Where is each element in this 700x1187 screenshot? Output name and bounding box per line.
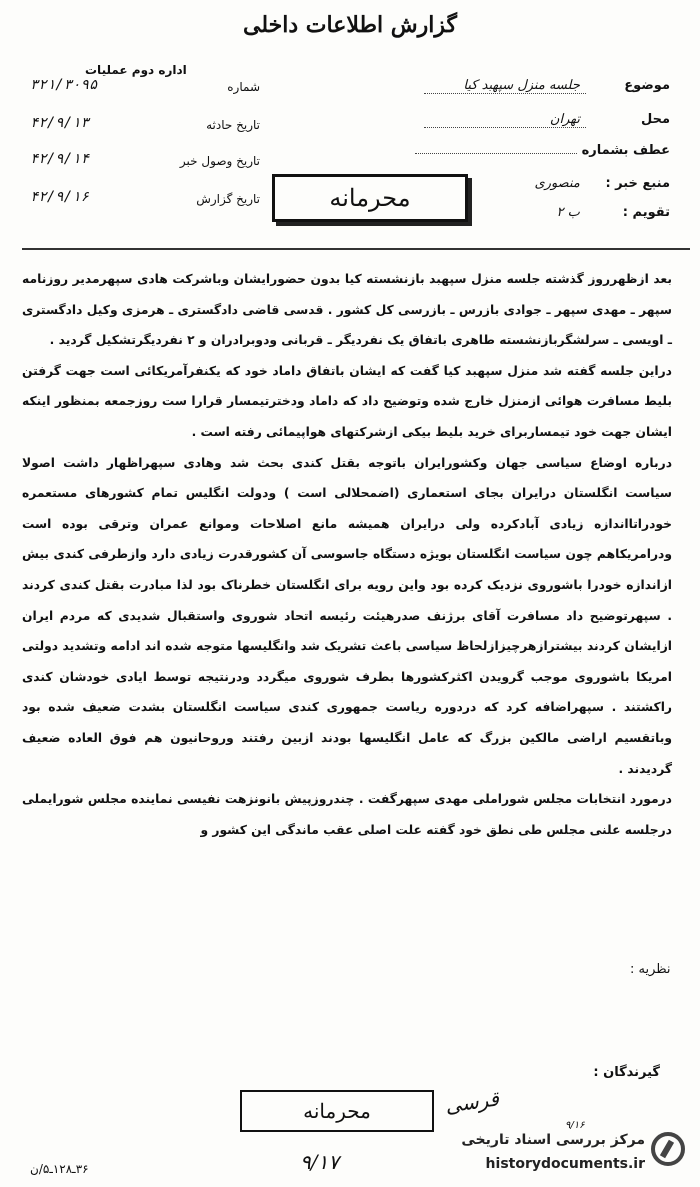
receipt-date-value: ۴۲/۹/۱۴	[30, 151, 90, 167]
source-label: منبع خبر :	[605, 176, 670, 191]
incident-date-value: ۴۲/۹/۱۳	[30, 115, 90, 131]
confidential-stamp: محرمانه	[272, 174, 468, 222]
watermark-text-fa: مرکز بررسی اسناد تاریخی	[461, 1132, 645, 1148]
confidential-stamp-footer: محرمانه	[240, 1090, 434, 1132]
body-paragraph: درمورد انتخابات مجلس شوراملی مهدی سپهرگفت . چندروزپیش بانونزهت نفیسی نماینده مجلس شورایملی درجلسه علنی مجلس طی نطق خود گفته علت اصلی عقب ماندگی این کشور و	[22, 792, 672, 837]
handwritten-signature: قرسی	[443, 1086, 501, 1118]
header-divider	[22, 248, 690, 250]
receipt-date-row	[30, 151, 260, 176]
signature-date: ۹/۱۶	[565, 1120, 585, 1131]
eval-value: ب ۲	[556, 205, 580, 220]
meta-ref-row	[415, 143, 670, 158]
subject-value: جلسه منزل سپهبد کیا	[424, 78, 586, 94]
ref-value	[415, 153, 577, 154]
number-label: شماره	[227, 80, 260, 94]
handwritten-date: ۹/۱۷	[300, 1150, 339, 1174]
ref-label: عطف بشماره	[581, 143, 670, 158]
eval-label: تقویم :	[622, 205, 670, 220]
report-date-value: ۴۲/۹/۱۶	[30, 189, 90, 205]
incident-date-row	[30, 115, 260, 140]
meta-subject-row	[424, 78, 670, 94]
document-code: ۳۶ـ۱۲۸ـ۵/ن	[30, 1162, 89, 1176]
incident-date-label: تاریخ حادثه	[206, 118, 260, 132]
report-date-row	[30, 189, 260, 214]
body-paragraph: دراین جلسه گفته شد منزل سپهبد کیا گفت که ایشان باتفاق داماد خود که یکنفرآمریکائی است جهت گرفتن بلیط مسافرت هوائی ازمنزل خارج شده وتوضیح داد که داماد ودخترتیمسار قرارا ست روزجمعه بمنظور اینکه ایشان جهت خود تیمساربرای خرید بلیط بیکی ازشرکتهای هواپیمائی رفته است .	[22, 363, 672, 439]
report-title: گزارش اطلاعات داخلی	[243, 12, 457, 38]
recipients-label: گیرندگان :	[593, 1065, 660, 1080]
place-value: تهران	[424, 112, 586, 128]
source-value: منصوری	[534, 176, 580, 191]
watermark-text-en: historydocuments.ir	[485, 1156, 645, 1172]
opinion-label: نظریه :	[630, 962, 671, 977]
number-value: ۳۲۱/۳۰۹۵	[30, 77, 98, 93]
meta-place-row	[424, 112, 670, 128]
archive-watermark	[415, 1128, 685, 1180]
report-body	[22, 264, 672, 845]
body-paragraph: بعد ازظهرروز گذشته جلسه منزل سپهبد بازنشسته کیا بدون حضورایشان وباشرکت هادی سپهرمدیر روزنامه سپهر ـ مهدی سپهر ـ جوادی بازرس ـ بازرسی کل کشور . قدسی قاضی دادگستری ـ هرمزی وکیل دادگستری ـ اویسی ـ سرلشگربازنشسته طاهری باتفاق یک نفردیگر ـ قربانی ودوبرادران و ۲ نفردیگرتشکیل گردید .	[22, 272, 672, 348]
receipt-date-label: تاریخ وصول خبر	[179, 154, 260, 168]
body-paragraph: درباره اوضاع سیاسی جهان وکشورایران باتوجه بقتل کندی بحث شد وهادی سپهراظهار داشت اصولا سیاست انگلستان درایران بجای استعماری (اضمحلالی است ) ودولت انگلیس تمام کشورهای مستعمره خودراتااندازه زیادی آبادکرده ولی درایران همیشه مانع اصلاحات وموانع عمران وترقی بوده است ودرامریکاهم چون سیاست انگلستان بویژه دستگاه جاسوسی آن کشورقدرت زیادی دارد وازطرفی کندی بیش ازاندازه خودرا باشوروی نزدیک کرده بود واین رویه برای انگلستان خطرناک بود لذا مبادرت بقتل کندی کردند . سپهرتوضیح داد مسافرت آقای برژنف صدرهیئت رئیسه اتحاد شوروی واستقبال شدیدی که مردم ایران ازایشان کردند بیشترازهرچیزازلحاظ سیاسی باعث تشریک شد وانگلیسها متوجه شده اند ادامه وتشدید دولتی امریکا باشوروی موجب گرویدن اکثرکشورها بطرف شوروی میگردد ودرنتیجه توسط ایادی خودشان کندی راکشتند . سپهراضافه کرد که دردوره ریاست جمهوری کندی سیاست انگلستان بشدت ضعیف شده بود وباتقسیم اراضی مالکین بزرگ که عامل انگلیسها بودند ازبین رفتند وروحانیون هم فوق العاده ضعیف گردیدند .	[22, 455, 672, 776]
number-row	[30, 77, 260, 102]
archive-logo-icon	[651, 1132, 685, 1166]
place-label: محل	[640, 112, 670, 127]
subject-label: موضوع	[624, 78, 670, 93]
office-name: اداره دوم عملیات	[85, 63, 187, 77]
report-date-label: تاریخ گزارش	[196, 192, 260, 206]
